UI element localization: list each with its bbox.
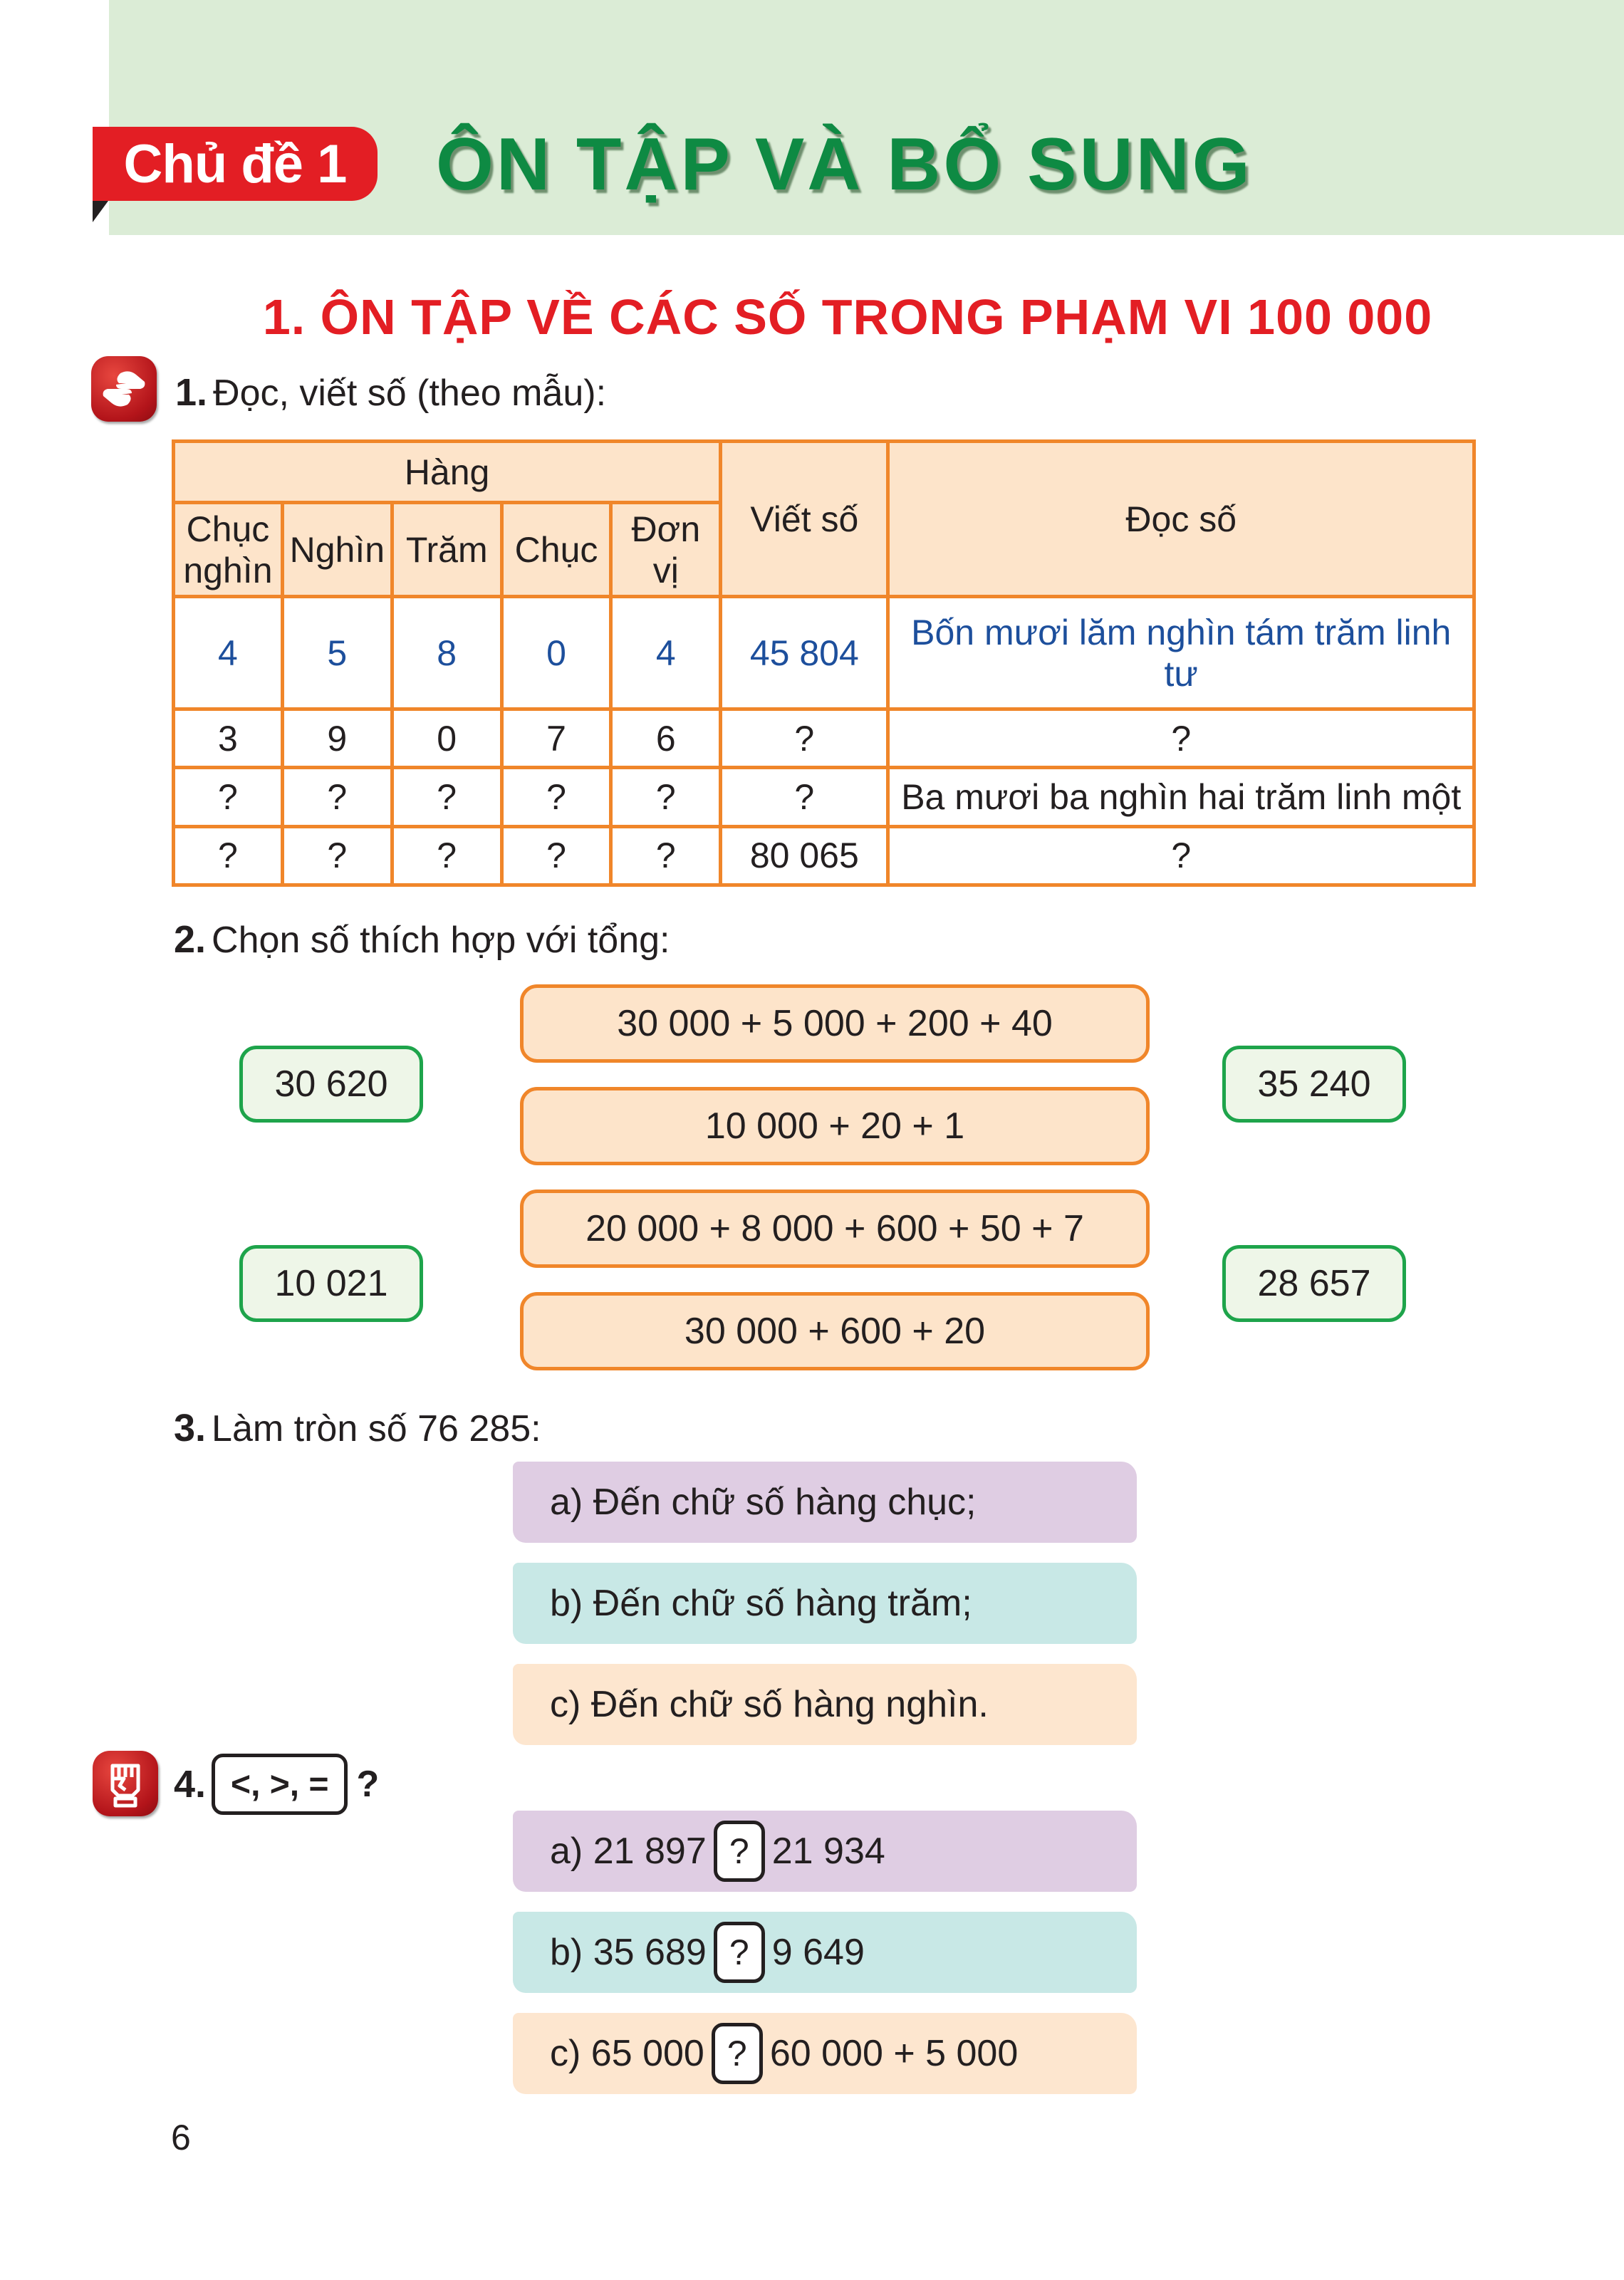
cell-digit: ?: [392, 826, 501, 885]
comparison-item: [513, 1912, 1137, 1993]
two-hands-practice-icon: [91, 356, 157, 422]
header-chuc-nghin: Chục nghìn: [174, 503, 283, 597]
cell-digit: ?: [282, 826, 392, 885]
exercise-4-title: [174, 1754, 379, 1815]
header-chuc: Chục: [501, 503, 611, 597]
exercise-2-title: [174, 917, 670, 962]
cell-digit: 0: [392, 709, 501, 768]
exercise-4-number: 4.: [174, 1763, 207, 1806]
cell-digit: 4: [611, 597, 721, 709]
number-card[interactable]: 30 620: [239, 1046, 423, 1123]
fist-challenge-icon: [93, 1751, 158, 1816]
exercise-2-prompt: Chọn số thích hợp với tổng:: [212, 920, 670, 961]
comparison-symbols-box: <, >, =: [212, 1754, 348, 1815]
comparison-item: [513, 2013, 1137, 2094]
exercise-2-number: 2.: [174, 918, 207, 961]
exercise-3-title: [174, 1406, 541, 1450]
answer-blank[interactable]: ?: [714, 1922, 765, 1983]
chapter-tab-fold: [93, 201, 108, 222]
cell-written: ?: [721, 709, 888, 768]
exercise-3-number: 3.: [174, 1407, 207, 1449]
answer-blank[interactable]: ?: [714, 1821, 765, 1882]
rounding-item: b) Đến chữ số hàng trăm;: [513, 1563, 1137, 1644]
cell-digit: ?: [282, 768, 392, 826]
table-row: [174, 826, 1474, 885]
chapter-label: Chủ đề 1: [93, 127, 378, 201]
right-operand: 60 000 + 5 000: [769, 2033, 1019, 2074]
cell-digit: ?: [392, 768, 501, 826]
exercise-1-title: [175, 370, 606, 415]
left-operand: 21 897: [593, 1831, 707, 1872]
cell-digit: 8: [392, 597, 501, 709]
table-row-example: [174, 597, 1474, 709]
cell-digit: ?: [501, 768, 611, 826]
exercise-3-prompt: Làm tròn số 76 285:: [212, 1408, 541, 1449]
cell-digit: ?: [611, 768, 721, 826]
rounding-item: a) Đến chữ số hàng chục;: [513, 1462, 1137, 1543]
header-viet-so: Viết số: [721, 442, 888, 597]
exercise-1-number: 1.: [175, 371, 208, 414]
cell-read: Bốn mươi lăm nghìn tám trăm linh tư: [888, 597, 1474, 709]
sum-card[interactable]: 10 000 + 20 + 1: [520, 1087, 1150, 1165]
cell-digit: 9: [282, 709, 392, 768]
item-label: a): [550, 1831, 583, 1872]
cell-digit: ?: [174, 768, 283, 826]
cell-digit: ?: [501, 826, 611, 885]
number-card[interactable]: 28 657: [1222, 1245, 1406, 1322]
right-operand: 21 934: [771, 1831, 885, 1872]
number-card[interactable]: 10 021: [239, 1245, 423, 1322]
cell-written: 45 804: [721, 597, 888, 709]
header-nghin: Nghìn: [282, 503, 392, 597]
header-tram: Trăm: [392, 503, 501, 597]
left-operand: 65 000: [590, 2033, 704, 2074]
cell-digit: 0: [501, 597, 611, 709]
table-row: [174, 709, 1474, 768]
comparison-item: [513, 1811, 1137, 1892]
item-label: c): [550, 2033, 581, 2074]
answer-blank[interactable]: ?: [712, 2023, 763, 2084]
rounding-item: c) Đến chữ số hàng nghìn.: [513, 1664, 1137, 1745]
header-don-vi: Đơn vị: [611, 503, 721, 597]
cell-digit: 4: [174, 597, 283, 709]
question-mark: ?: [356, 1764, 380, 1805]
sum-card[interactable]: 30 000 + 5 000 + 200 + 40: [520, 984, 1150, 1063]
left-operand: 35 689: [593, 1932, 707, 1973]
cell-read: Ba mươi ba nghìn hai trăm linh một: [888, 768, 1474, 826]
right-operand: 9 649: [771, 1932, 865, 1973]
reading-writing-table: [172, 439, 1476, 887]
number-card[interactable]: 35 240: [1222, 1046, 1406, 1123]
cell-read: ?: [888, 709, 1474, 768]
header-doc-so: Đọc số: [888, 442, 1474, 597]
header-hang: Hàng: [174, 442, 721, 503]
cell-digit: 5: [282, 597, 392, 709]
cell-written: ?: [721, 768, 888, 826]
cell-read: ?: [888, 826, 1474, 885]
item-label: b): [550, 1932, 583, 1973]
cell-digit: 7: [501, 709, 611, 768]
cell-digit: ?: [174, 826, 283, 885]
section-title: 1. ÔN TẬP VỀ CÁC SỐ TRONG PHẠM VI 100 000: [262, 289, 1433, 345]
exercise-1-prompt: Đọc, viết số (theo mẫu):: [213, 373, 607, 414]
table-row: [174, 768, 1474, 826]
cell-digit: 3: [174, 709, 283, 768]
chapter-title: ÔN TẬP VÀ BỔ SUNG: [436, 123, 1253, 206]
cell-written: 80 065: [721, 826, 888, 885]
cell-digit: 6: [611, 709, 721, 768]
sum-card[interactable]: 30 000 + 600 + 20: [520, 1292, 1150, 1370]
sum-card[interactable]: 20 000 + 8 000 + 600 + 50 + 7: [520, 1190, 1150, 1268]
cell-digit: ?: [611, 826, 721, 885]
page-number: 6: [171, 2118, 191, 2157]
